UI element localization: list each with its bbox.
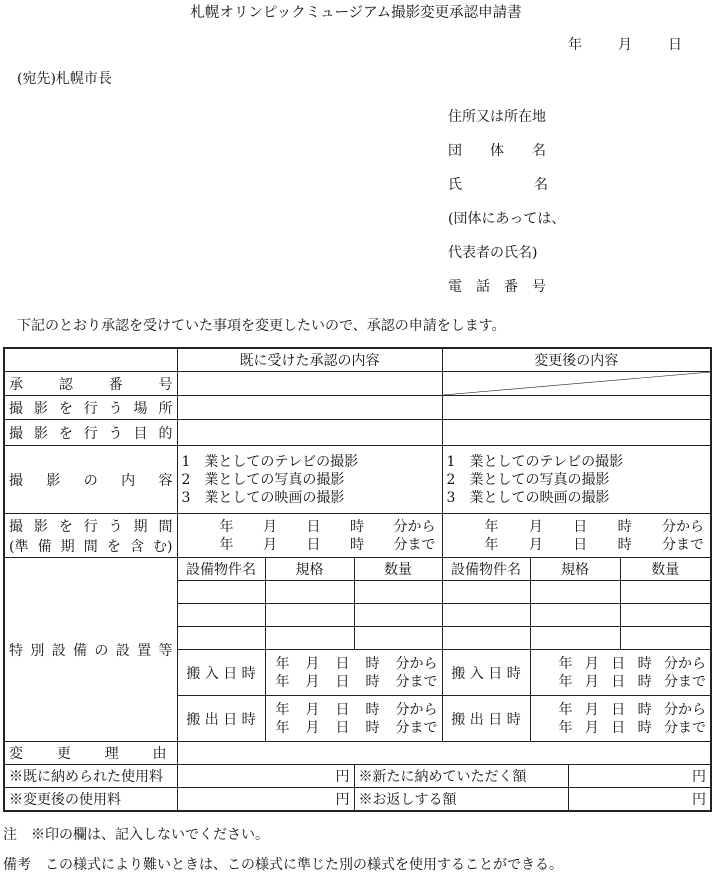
header-after: 変更後の内容 (442, 348, 711, 372)
equip-cell[interactable] (530, 604, 620, 627)
equip-spec-header-before: 規格 (265, 558, 354, 581)
document-title: 札幌オリンピックミュージアム撮影変更承認申請書 (190, 5, 522, 21)
equip-name-header-after: 設備物件名 (442, 558, 530, 581)
fee-after-value[interactable]: 円 (177, 788, 354, 812)
period-before[interactable]: 年 月 日 時 分から 年 月 日 時 分まで (177, 514, 442, 558)
applicant-block (448, 100, 565, 304)
equip-qty-header-after: 数量 (620, 558, 711, 581)
period-after[interactable]: 年 月 日 時 分から 年 月 日 時 分まで (442, 514, 711, 558)
equip-cell[interactable] (354, 604, 442, 627)
intro-text: 下記のとおり承認を受けていた事項を変更したいので、承認の申請をします。 (17, 318, 506, 334)
purpose-before[interactable] (177, 420, 442, 446)
label-period: 撮 影 を 行 う 期 間 (準 備 期 間 を 含 む) (4, 514, 177, 558)
equip-cell[interactable] (530, 627, 620, 650)
applicant-note1: (団体にあっては、 (448, 211, 566, 227)
header-before: 既に受けた承認の内容 (177, 348, 442, 372)
equip-cell[interactable] (442, 581, 530, 604)
applicant-phone: 電 話 番 号 (448, 279, 546, 295)
carry-in-after[interactable]: 年 月 日 時 分から 年 月 日 時 分まで (530, 650, 711, 696)
reason-field[interactable] (177, 742, 711, 765)
applicant-address: 住所又は所在地 (448, 109, 546, 125)
label-purpose: 撮 影 を 行 う 目 的 (4, 420, 177, 446)
approval-no-after-crossed (442, 372, 711, 396)
date-month: 月 (618, 37, 632, 53)
purpose-after[interactable] (442, 420, 711, 446)
carry-in-label-before: 搬 入 日 時 (177, 650, 265, 696)
approval-no-before[interactable] (177, 372, 442, 396)
equip-spec-header-after: 規格 (530, 558, 620, 581)
date-year: 年 (568, 37, 582, 53)
label-content: 撮 影 の 内 容 (4, 446, 177, 514)
equip-cell[interactable] (442, 627, 530, 650)
carry-out-label-before: 搬 出 日 時 (177, 696, 265, 742)
fee-paid-value[interactable]: 円 (177, 765, 354, 788)
fee-new-value[interactable]: 円 (568, 765, 711, 788)
place-after[interactable] (442, 396, 711, 420)
equip-cell[interactable] (354, 627, 442, 650)
applicant-group-name: 団 体 名 (448, 143, 546, 159)
fee-paid-label: ※既に納められた使用料 (4, 765, 177, 788)
equip-cell[interactable] (177, 604, 265, 627)
applicant-note2: 代表者の氏名) (448, 245, 538, 261)
carry-in-before[interactable]: 年 月 日 時 分から 年 月 日 時 分まで (265, 650, 442, 696)
content-after[interactable]: 1 業としてのテレビの撮影 2 業としての写真の撮影 3 業としての映画の撮影 (442, 446, 711, 514)
fee-new-label: ※新たに納めていただく額 (354, 765, 568, 788)
content-before[interactable]: 1 業としてのテレビの撮影 2 業としての写真の撮影 3 業としての映画の撮影 (177, 446, 442, 514)
equip-cell[interactable] (265, 581, 354, 604)
remark-text: 備考 この様式により難いときは、この様式に準じた別の様式を使用することができる。 (3, 857, 563, 873)
carry-out-label-after: 搬 出 日 時 (442, 696, 530, 742)
addressee: (宛先)札幌市長 (17, 71, 112, 87)
place-before[interactable] (177, 396, 442, 420)
date-line (568, 38, 682, 52)
equip-cell[interactable] (620, 604, 711, 627)
equip-cell[interactable] (620, 581, 711, 604)
equip-cell[interactable] (620, 627, 711, 650)
carry-in-label-after: 搬 入 日 時 (442, 650, 530, 696)
equip-cell[interactable] (530, 581, 620, 604)
equip-cell[interactable] (177, 581, 265, 604)
equip-cell[interactable] (354, 581, 442, 604)
equip-cell[interactable] (442, 604, 530, 627)
fee-return-value[interactable]: 円 (568, 788, 711, 812)
date-day: 日 (668, 37, 682, 53)
label-reason: 変 更 理 由 (4, 742, 177, 765)
label-approval-no: 承 認 番 号 (4, 372, 177, 396)
fee-after-label: ※変更後の使用料 (4, 788, 177, 812)
equip-name-header-before: 設備物件名 (177, 558, 265, 581)
applicant-name: 氏 名 (448, 177, 548, 193)
label-place: 撮 影 を 行 う 場 所 (4, 396, 177, 420)
carry-out-before[interactable]: 年 月 日 時 分から 年 月 日 時 分まで (265, 696, 442, 742)
label-equipment: 特 別 設 備 の 設 置 等 (4, 558, 177, 742)
equip-cell[interactable] (177, 627, 265, 650)
equip-cell[interactable] (265, 604, 354, 627)
equip-qty-header-before: 数量 (354, 558, 442, 581)
fee-return-label: ※お返しする額 (354, 788, 568, 812)
equip-cell[interactable] (265, 627, 354, 650)
application-table (3, 347, 712, 812)
note-text: 注 ※印の欄は、記入しないでください。 (3, 827, 269, 843)
carry-out-after[interactable]: 年 月 日 時 分から 年 月 日 時 分まで (530, 696, 711, 742)
